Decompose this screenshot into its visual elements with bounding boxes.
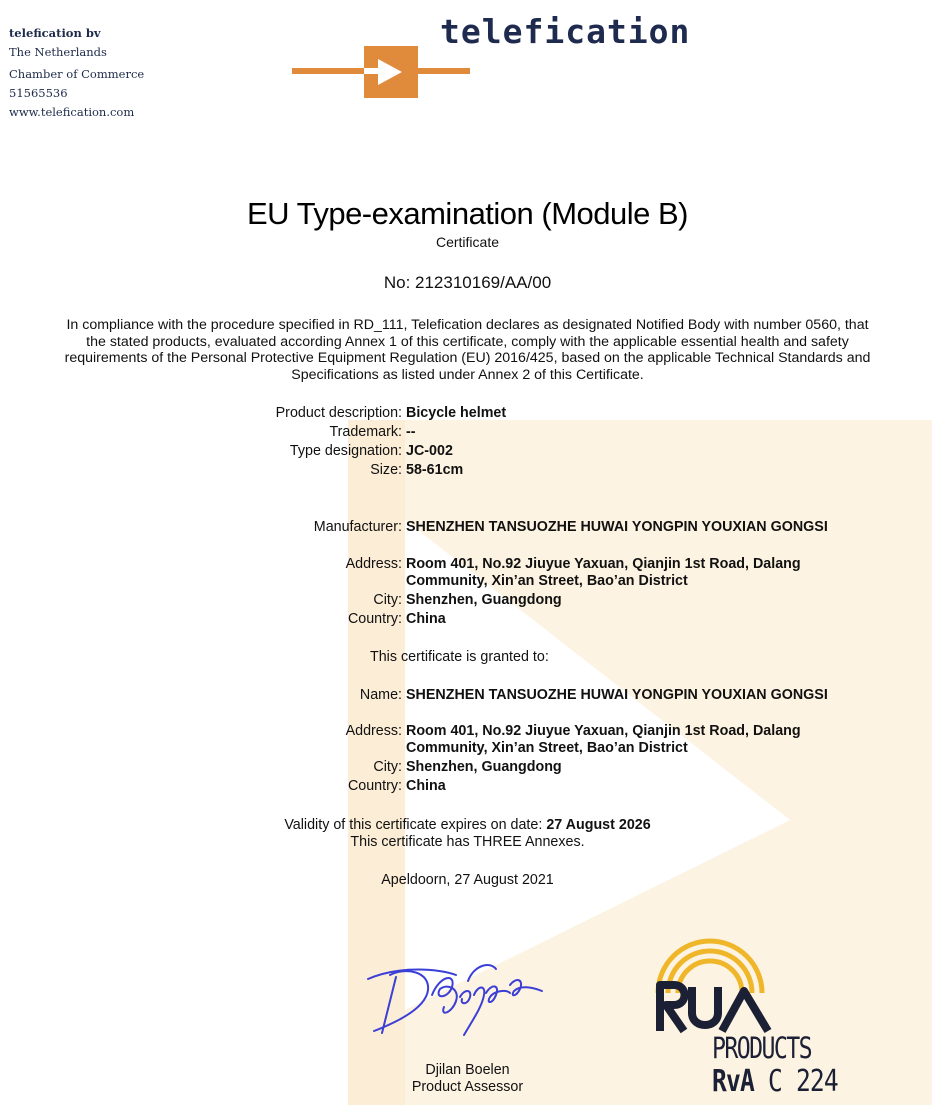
validity-text: Validity of this certificate expires on date: (284, 817, 543, 833)
size-value: 58-61cm (406, 462, 464, 478)
page-title: EU Type-examination (Module B) (246, 196, 689, 231)
certificate-number: No: 212310169/AA/00 (383, 273, 552, 292)
manufacturer-country-value: China (406, 611, 446, 627)
granted-address-label: Address: (345, 723, 402, 739)
granted-city-label: City: (373, 759, 402, 775)
chamber-number: 51565536 (9, 85, 68, 100)
rva-code-number: C 224 (767, 1064, 838, 1099)
granted-name-label: Name: (359, 687, 402, 703)
granted-to-text: This certificate is granted to: (370, 649, 549, 665)
trademark-label: Trademark: (329, 424, 402, 440)
manufacturer-address-label: Address: (345, 556, 402, 572)
validity-line (0, 817, 935, 833)
page-subtitle: Certificate (435, 234, 500, 250)
validity-date: 27 August 2026 (546, 817, 651, 833)
manufacturer-country-label: Country: (347, 611, 402, 627)
manufacturer-label: Manufacturer: (313, 519, 402, 535)
company-address-block (9, 24, 144, 121)
manufacturer-value: SHENZHEN TANSUOZHE HUWAI YONGPIN YOUXIAN GONGSI (406, 519, 828, 535)
place-date-text: Apeldoorn, 27 August 2021 (381, 872, 554, 888)
granted-country-label: Country: (347, 778, 402, 794)
rva-code-bold: RvA (712, 1064, 754, 1099)
granted-city-value: Shenzhen, Guangdong (406, 759, 562, 775)
signatory-title: Product Assessor (411, 1079, 524, 1095)
compliance-statement: In compliance with the procedure specified in RD_111, Telefication declares as designated Notified Body with number 0560, that the stated products, evaluated according Annex 1 of this certificate, comply with the applicable essential health and safety requirements of the Personal Protective Equipment Regulation (EU) 2016/425, based on the applicable Technical Standards and Specifications as listed under Annex 2 of this Certificate. (64, 317, 871, 384)
trademark-value: -- (406, 424, 416, 440)
manufacturer-city-label: City: (373, 592, 402, 608)
granted-address-value: Room 401, No.92 Jiuyue Yaxuan, Qianjin 1st Road, Dalang Community, Xin’an Street, Bao’an District (406, 723, 801, 756)
annexes-text: This certificate has THREE Annexes. (350, 834, 585, 850)
company-name: telefication bv (9, 26, 101, 40)
telefication-logo-icon (292, 44, 472, 100)
granted-name-value: SHENZHEN TANSUOZHE HUWAI YONGPIN YOUXIAN GONGSI (406, 687, 828, 703)
granted-country-value: China (406, 778, 446, 794)
telefication-logo-text: telefication (440, 12, 691, 51)
type-designation-label: Type designation: (289, 443, 402, 459)
signatory-name: Djilan Boelen (425, 1062, 510, 1078)
product-description-value: Bicycle helmet (406, 405, 507, 421)
signature-image (360, 955, 560, 1040)
rva-accreditation-logo (648, 935, 778, 1035)
rva-code-label (712, 1064, 838, 1099)
rva-products-label: PRODUCTS (712, 1031, 811, 1065)
company-website: www.telefication.com (9, 104, 135, 119)
type-designation-value: JC-002 (406, 443, 453, 459)
company-country: The Netherlands (9, 44, 107, 59)
manufacturer-address-value: Room 401, No.92 Jiuyue Yaxuan, Qianjin 1st Road, Dalang Community, Xin’an Street, Bao’an District (406, 556, 801, 589)
manufacturer-city-value: Shenzhen, Guangdong (406, 592, 562, 608)
size-label: Size: (370, 462, 402, 478)
product-description-label: Product description: (275, 405, 402, 421)
chamber-label: Chamber of Commerce (9, 67, 145, 82)
